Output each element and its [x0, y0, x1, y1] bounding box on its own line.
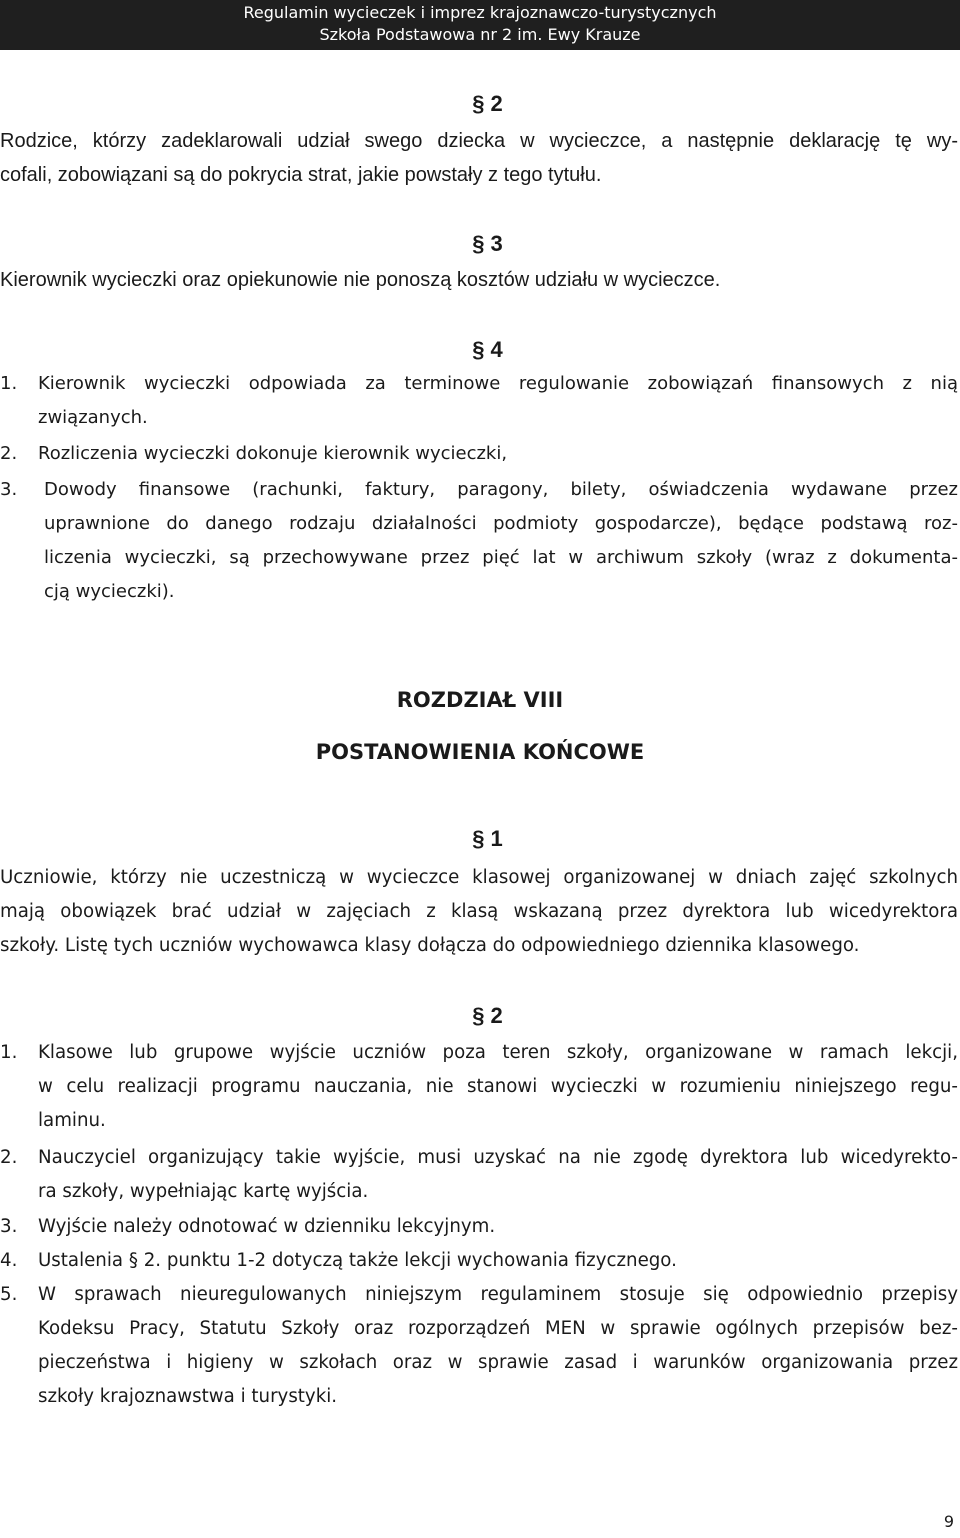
- text-line: Kierownik wycieczki oraz opiekunowie nie ponoszą kosztów udziału w wycieczce.: [0, 269, 721, 291]
- text-line: Nauczyciel organizujący takie wyjście, musi uzyskać na nie zgodę dyrektora lub wicedyrekto-: [38, 1147, 958, 1168]
- text-line: ra szkoły, wypełniając kartę wyjścia.: [38, 1181, 369, 1202]
- list-number: 1.: [0, 373, 18, 394]
- header-school: Szkoła Podstawowa nr 2 im. Ewy Krauze: [319, 25, 641, 44]
- text-line: Rodzice, którzy zadeklarowali udział swego dziecka w wycieczce, a następnie deklarację tę wy-: [0, 130, 958, 152]
- paragraph: [0, 124, 958, 192]
- text-line: pieczeństwa i higieny w szkołach oraz w sprawie zasad i warunków organizowania przez: [38, 1352, 958, 1373]
- section-heading: § 2: [472, 91, 503, 116]
- list-number: 3.: [0, 479, 18, 500]
- chapter-title: POSTANOWIENIA KOŃCOWE: [315, 740, 645, 764]
- numbered-list: [0, 367, 958, 617]
- text-line: Klasowe lub grupowe wyjście uczniów poza teren szkoły, organizowane w ramach lekcji,: [38, 1042, 958, 1063]
- text-line: Kierownik wycieczki odpowiada za terminowe regulowanie zobowiązań finansowych z nią: [38, 373, 958, 394]
- paragraph: [0, 263, 958, 297]
- text-line: związanych.: [38, 407, 148, 428]
- text-line: mają obowiązek brać udział w zajęciach z klasą wskazaną przez dyrektora lub wicedyrektora: [0, 901, 958, 922]
- list-number: 3.: [0, 1216, 18, 1237]
- text-line: Dowody finansowe (rachunki, faktury, paragony, bilety, oświadczenia wydawane przez: [44, 479, 958, 500]
- list-number: 5.: [0, 1284, 18, 1305]
- text-line: cją wycieczki).: [44, 581, 175, 602]
- text-line: uprawnione do danego rodzaju działalności podmioty gospodarcze), będące podstawą roz-: [44, 513, 958, 534]
- text-line: W sprawach nieuregulowanych niniejszym regulaminem stosuje się odpowiednio przepisy: [38, 1284, 958, 1305]
- text-line: Ustalenia § 2. punktu 1-2 dotyczą także lekcji wychowania fizycznego.: [38, 1250, 677, 1271]
- paragraph: [0, 861, 958, 963]
- text-line: szkoły krajoznawstwa i turystyki.: [38, 1386, 338, 1407]
- section-heading: § 3: [472, 231, 503, 256]
- list-number: 4.: [0, 1250, 18, 1271]
- header-title: Regulamin wycieczek i imprez krajoznawczo-turystycznych: [243, 3, 717, 22]
- text-line: Kodeksu Pracy, Statutu Szkoły oraz rozporządzeń MEN w sprawie ogólnych przepisów bez-: [38, 1318, 958, 1339]
- text-line: Wyjście należy odnotować w dzienniku lekcyjnym.: [38, 1216, 496, 1237]
- text-line: cofali, zobowiązani są do pokrycia strat, jakie powstały z tego tytułu.: [0, 164, 602, 186]
- section-heading: § 4: [472, 337, 503, 362]
- list-number: 2.: [0, 443, 18, 464]
- text-line: Rozliczenia wycieczki dokonuje kierownik wycieczki,: [38, 443, 508, 464]
- text-line: Uczniowie, którzy nie uczestniczą w wycieczce klasowej organizowanej w dniach zajęć szkolnych: [0, 867, 958, 888]
- page-number: 9: [943, 1512, 954, 1531]
- list-number: 2.: [0, 1147, 18, 1168]
- text-line: w celu realizacji programu nauczania, nie stanowi wycieczki w rozumieniu niniejszego regu-: [38, 1076, 958, 1097]
- chapter-number: ROZDZIAŁ VIII: [396, 688, 564, 712]
- section-heading: § 2: [472, 1003, 503, 1028]
- numbered-list: [0, 1036, 958, 1436]
- list-number: 1.: [0, 1042, 18, 1063]
- text-line: szkoły. Listę tych uczniów wychowawca klasy dołącza do odpowiedniego dziennika klasowego.: [0, 935, 860, 956]
- text-line: laminu.: [38, 1110, 106, 1131]
- text-line: liczenia wycieczki, są przechowywane przez pięć lat w archiwum szkoły (wraz z dokumenta-: [44, 547, 958, 568]
- section-heading: § 1: [472, 826, 503, 851]
